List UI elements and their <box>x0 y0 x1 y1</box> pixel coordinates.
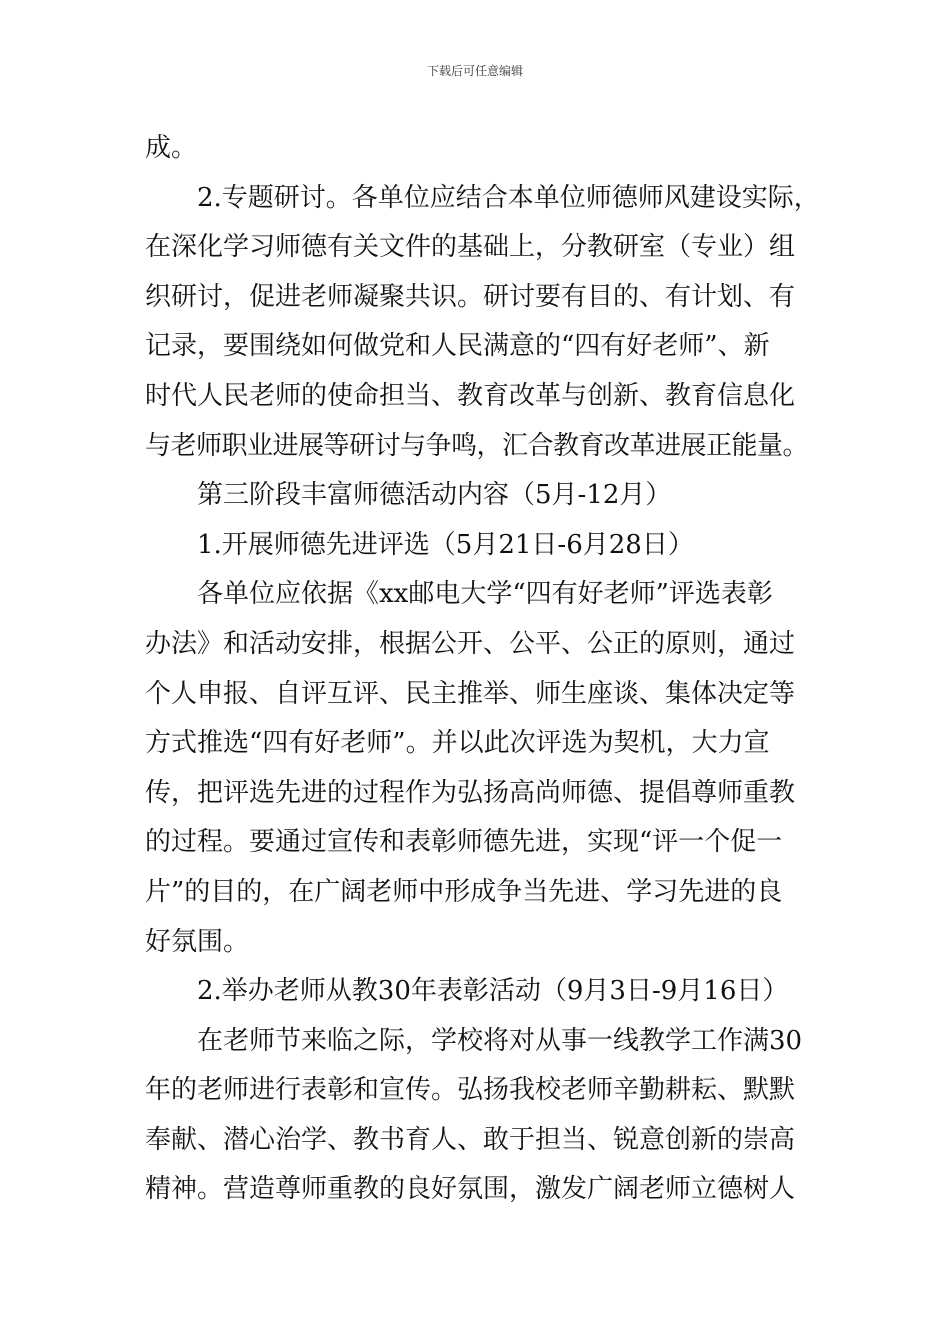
subsection-heading: 2.举办老师从教30年表彰活动（9月3日-9月16日） <box>197 976 789 1007</box>
text-line: 传，把评选先进的过程作为弘扬高尚师德、提倡尊师重教 <box>145 777 796 808</box>
text-line: 记录，要围绕如何做党和人民满意的“四有好老师”、新 <box>145 331 770 362</box>
page-header: 下载后可任意编辑 <box>426 64 523 78</box>
text-line: 在深化学习师德有关文件的基础上，分教研室（专业）组 <box>145 232 796 263</box>
text-line: 与老师职业进展等研讨与争鸣，汇合教育改革进展正能量。 <box>145 430 809 461</box>
text-line: 成。 <box>145 133 198 163</box>
subsection-heading: 1.开展师德先进评选（5月21日-6月28日） <box>197 529 694 560</box>
text-line: 2.专题研讨。各单位应结合本单位师德师风建设实际， <box>197 182 820 213</box>
text-line: 奉献、潜心治学、教书育人、敢于担当、锐意创新的崇高 <box>145 1124 796 1155</box>
text-line: 精神。营造尊师重教的良好氛围，激发广阔老师立德树人 <box>145 1174 796 1205</box>
section-heading: 第三阶段丰富师德活动内容（5月-12月） <box>197 480 672 511</box>
text-line: 时代人民老师的使命担当、教育改革与创新、教育信息化 <box>145 380 796 411</box>
text-line: 方式推选“四有好老师”。并以此次评选为契机，大力宣 <box>145 728 770 759</box>
text-line: 个人申报、自评互评、民主推举、师生座谈、集体决定等 <box>145 678 796 709</box>
text-line: 年的老师进行表彰和宣传。弘扬我校老师辛勤耕耘、默默 <box>145 1075 796 1106</box>
text-line: 好氛围。 <box>145 926 250 957</box>
text-line: 的过程。要通过宣传和表彰师德先进，实现“评一个促一 <box>145 827 783 858</box>
text-line: 办法》和活动安排，根据公开、公平、公正的原则，通过 <box>145 628 796 659</box>
document-body <box>145 124 820 1215</box>
text-line: 片”的目的，在广阔老师中形成争当先进、学习先进的良 <box>145 876 783 907</box>
text-line: 织研讨，促进老师凝聚共识。研讨要有目的、有计划、有 <box>145 281 796 312</box>
text-line: 在老师节来临之际，学校将对从事一线教学工作满30 <box>197 1025 803 1056</box>
text-line: 各单位应依据《xx邮电大学“四有好老师”评选表彰 <box>197 579 773 610</box>
